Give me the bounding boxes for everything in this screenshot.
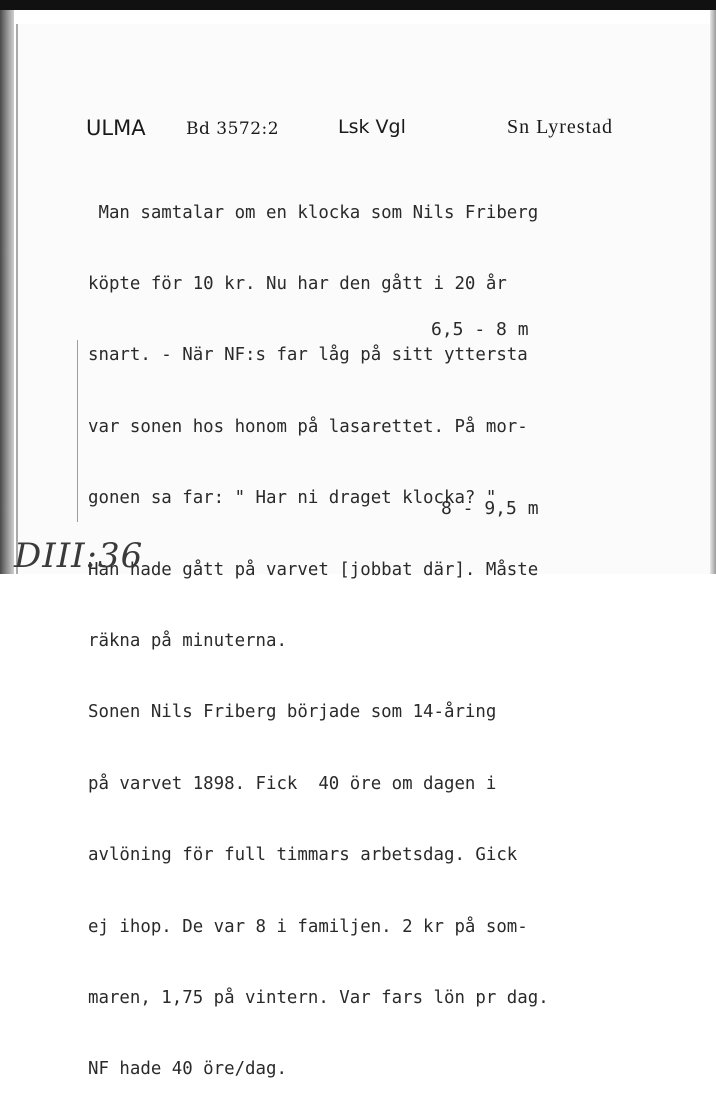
card-text xyxy=(88,154,549,1106)
text-line: Sonen Nils Friberg började som 14-åring xyxy=(88,702,497,723)
margin-line xyxy=(77,340,78,522)
text-line: ej ihop. De var 8 i familjen. 2 kr på som- xyxy=(88,916,528,937)
text-line: maren, 1,75 på vintern. Var fars lön pr dag. xyxy=(88,987,549,1008)
scan-left-edge xyxy=(0,10,14,574)
text-line: köpte för 10 kr. Nu har den gått i 20 år xyxy=(88,273,507,294)
parish-name: Sn Lyrestad xyxy=(507,116,613,138)
text-line: på varvet 1898. Fick 40 öre om dagen i xyxy=(88,773,497,794)
archive-code: ULMA xyxy=(86,116,146,140)
measurement-2: 8 - 9,5 m xyxy=(441,498,539,519)
text-line: gonen sa far: " Har ni draget klocka? " xyxy=(88,488,497,509)
text-line: snart. - När NF:s far låg på sitt yttersta xyxy=(88,345,528,366)
archive-mark: DIII:36 xyxy=(14,536,144,576)
text-line: Han hade gått på varvet [jobbat där]. Måste xyxy=(88,559,539,580)
scan-top-border xyxy=(0,0,716,10)
measurement-1: 6,5 - 8 m xyxy=(431,319,529,340)
text-line: Man samtalar om en klocka som Nils Friberg xyxy=(88,202,539,223)
text-line: räkna på minuterna. xyxy=(88,630,287,651)
text-line: avlöning för full timmars arbetsdag. Gick xyxy=(88,845,518,866)
text-line: NF hade 40 öre/dag. xyxy=(88,1059,287,1080)
parish-short: Lsk Vgl xyxy=(338,116,406,138)
scan-right-edge xyxy=(710,10,716,574)
record-reference: Bd 3572:2 xyxy=(186,119,280,139)
text-line: var sonen hos honom på lasarettet. På mor- xyxy=(88,416,528,437)
